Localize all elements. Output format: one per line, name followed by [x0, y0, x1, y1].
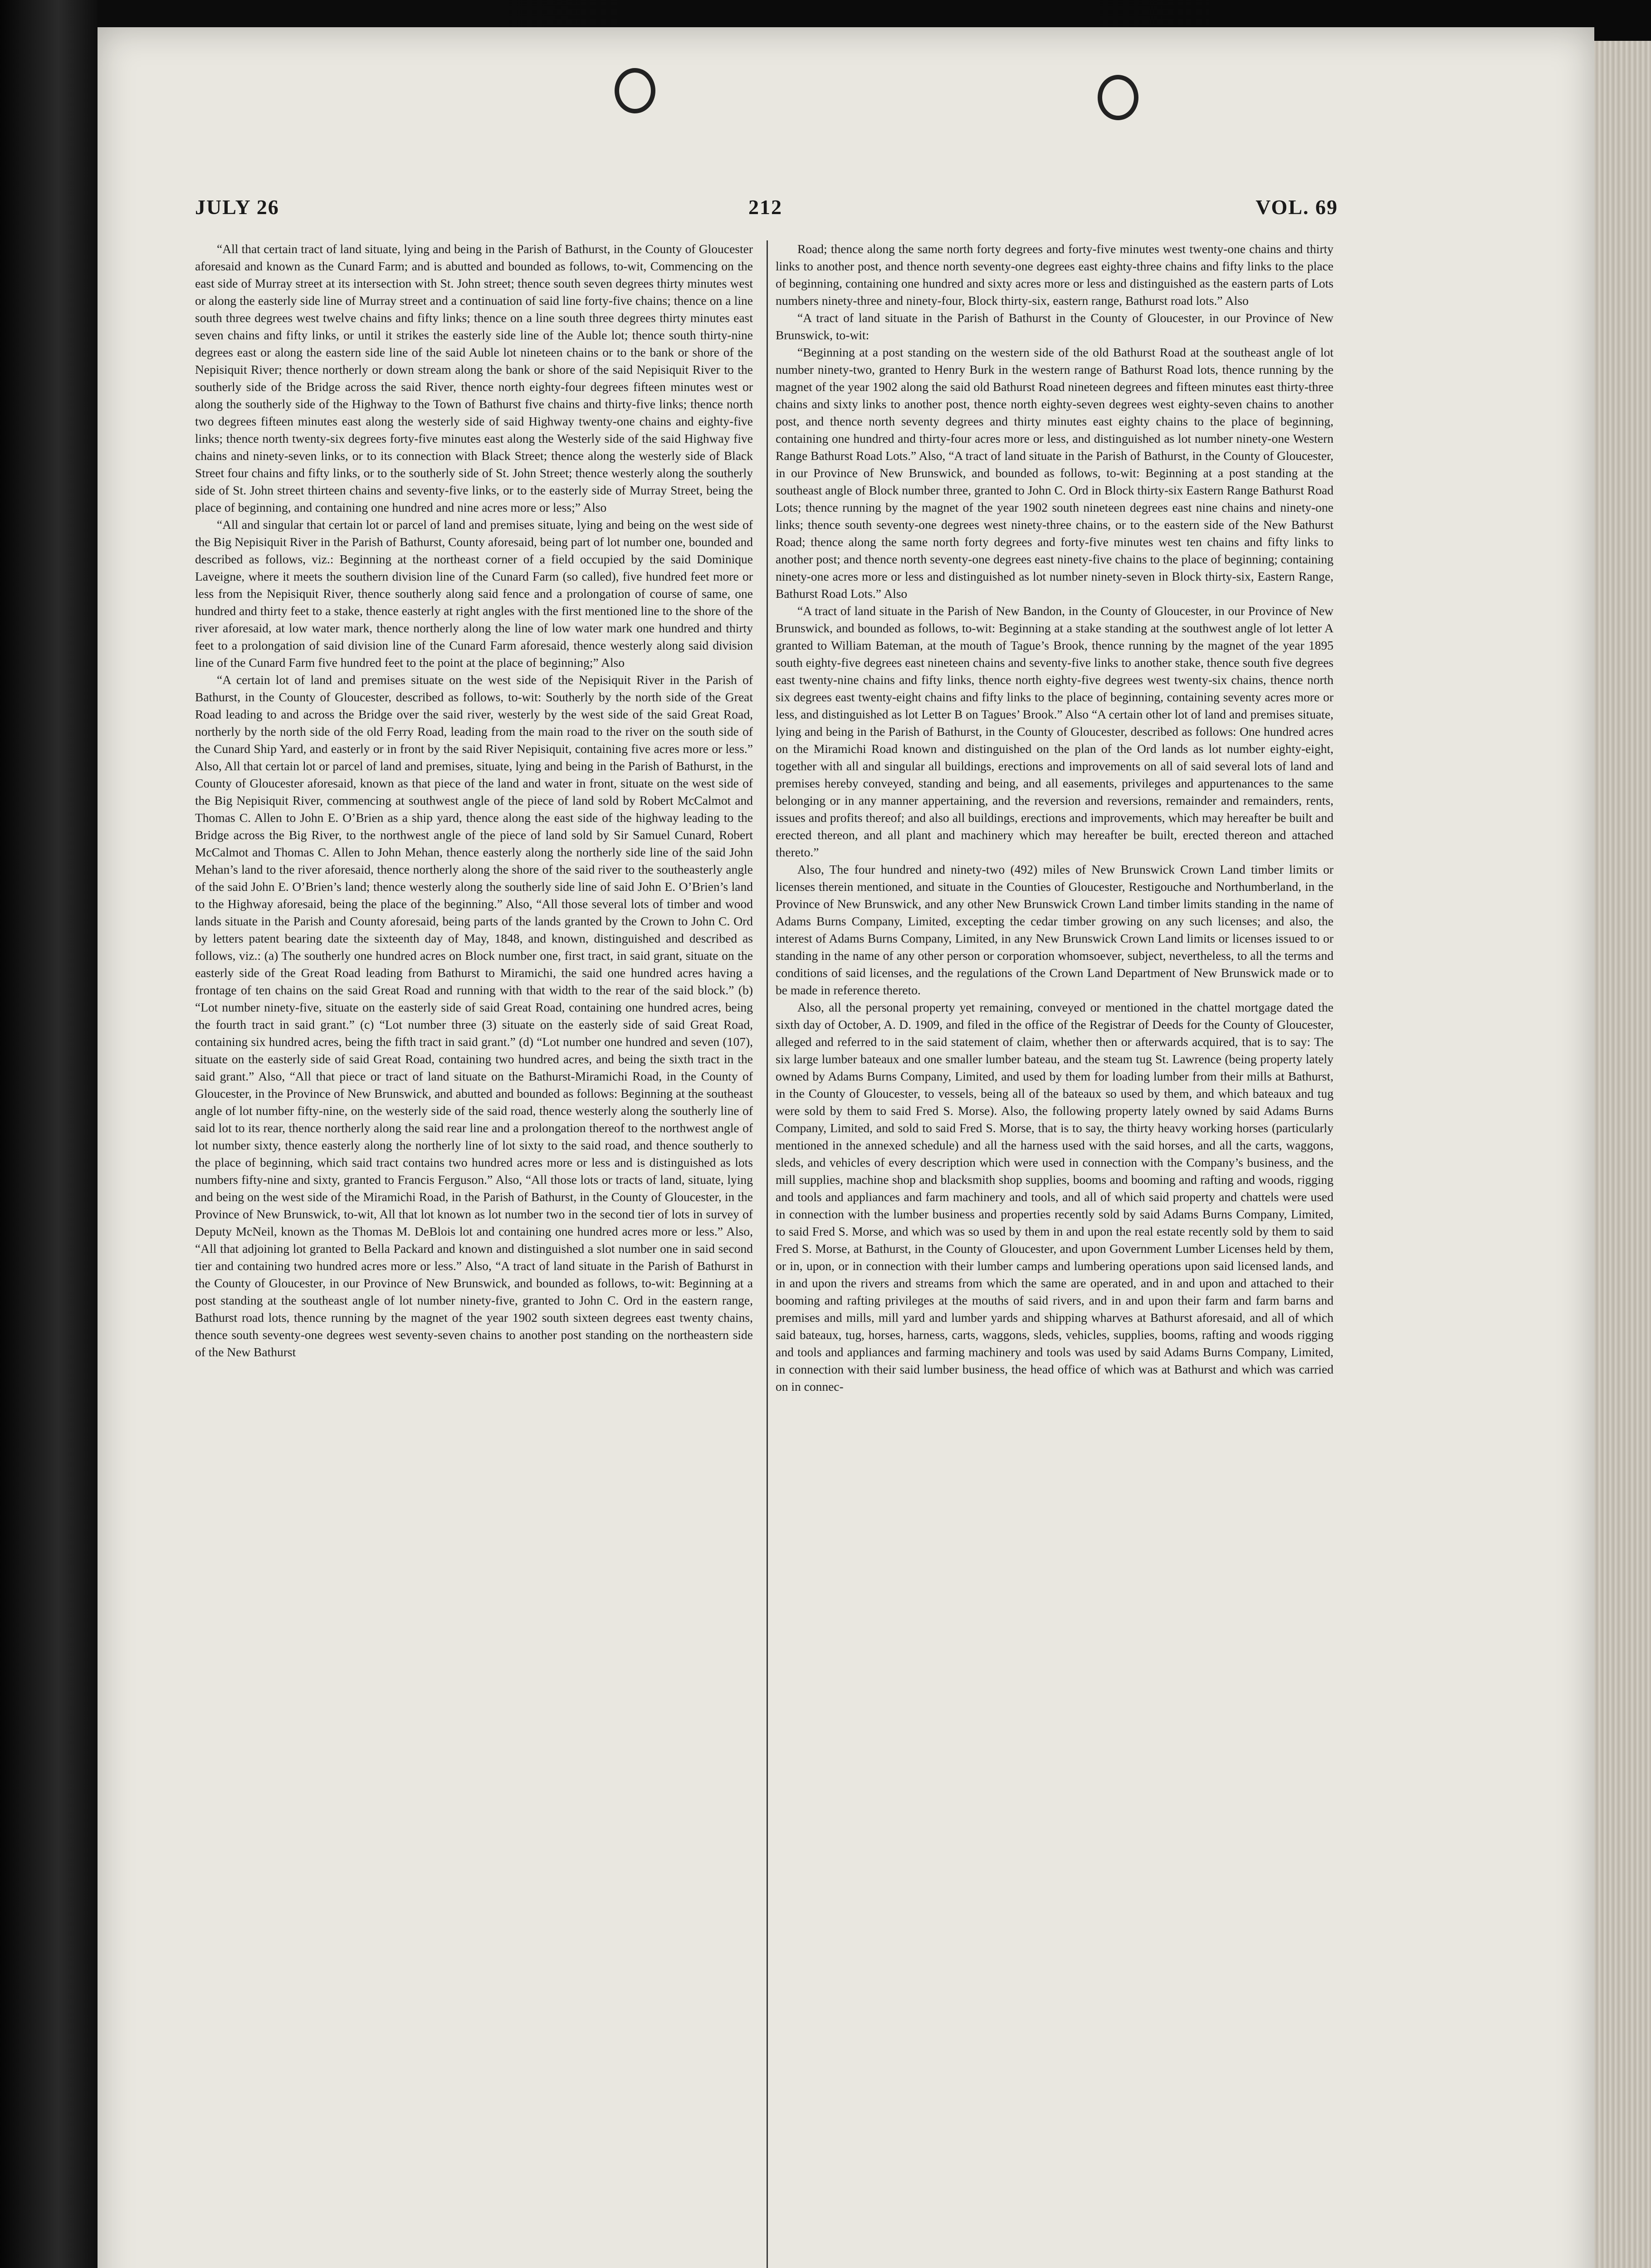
- paragraph: Road; thence along the same north forty degrees and forty-five minutes west twenty-one chains and thirty links to another post, and thence north seventy-one degrees east eighty-three chains and fifty links to the place of beginning, containing one hundred and sixty acres more or less and distinguished as the eastern parts of Lots numbers ninety-three and ninety-four, Block thirty-six, eastern range, Bathurst road lots.” Also: [776, 242, 1334, 308]
- left-text-column: [195, 240, 753, 2268]
- paragraph: “A tract of land situate in the Parish of New Bandon, in the County of Gloucester, in our Province of New Brunswick, and bounded as follows, to-wit: Beginning at a stake standing at the southwest angle of lot letter A granted to William Bateman, at the mouth of Tague’s Brook, thence running by the magnet of the year 1895 south eighty-five degrees east nineteen chains and seventy-five links to another stake, thence south five degrees east twenty-nine chains and fifty links, thence north eighty-five degrees west twenty-six chains, thence north six degrees east twenty-eight chains and fifty links to the place of beginning, containing seventy acres more or less, and distinguished as lot Letter B on Tagues’ Brook.” Also “A certain other lot of land and premises situate, lying and being in the Parish of Bathurst, in the County of Gloucester, described as follows: One hundred acres on the Miramichi Road known and distinguished on the plan of the Ord lands as lot number eighty-eight, together with all and singular all buildings, erections and improvements on all of said several lots of land and premises hereby conveyed, standing and being, and all easements, privileges and appurtenances to the same belonging or in any manner appertaining, and the reversion and reversions, remainder and remainders, rents, issues and profits thereof; and also all buildings, erections and improvements, which may hereafter be built and erected thereon, and all plant and machinery which may hereafter be built, erected thereon and attached thereto.”: [776, 604, 1334, 859]
- paragraph: Also, The four hundred and ninety-two (492) miles of New Brunswick Crown Land timber limits or licenses therein mentioned, and situate in the Counties of Gloucester, Restigouche and Northumberland, in the Province of New Brunswick, and any other New Brunswick Crown Land timber limits standing in the name of Adams Burns Company, Limited, excepting the cedar timber growing on any such licenses; and also, the interest of Adams Burns Company, Limited, in any New Brunswick Crown Land limits or licenses issued to or standing in the name of any other person or corporation whomsoever, subject, nevertheless, to all the terms and conditions of said licenses, and the regulations of the Crown Land Department of New Brunswick made or to be made in reference thereto.: [776, 862, 1334, 997]
- volume-label: VOL. 69: [1255, 196, 1338, 219]
- paragraph: “A tract of land situate in the Parish of Bathurst in the County of Gloucester, in our Province of New Brunswick, to-wit:: [776, 311, 1334, 342]
- book-binding: [0, 0, 98, 2268]
- paragraph: “All that certain tract of land situate, lying and being in the Parish of Bathurst, in the County of Gloucester aforesaid and known as the Cunard Farm; and is abutted and bounded as follows, to-wit, Commencing on the east side of Murray street at its intersection with St. John street; thence south seven degrees thirty minutes west or along the easterly side line of Murray street and a continuation of said line forty-five chains; thence on a line south three degrees west twelve chains and fifty links; thence on a line south three degrees thirty minutes east seven chains and fifty links, or until it strikes the easterly side line of the Auble lot; thence south thirty-nine degrees east or along the eastern side line of the said Auble lot nineteen chains or to the bank or shore of the Nepisiquit River; thence northerly or down stream along the bank or shore of the said Nepisiquit River to the southerly side of the Bridge across the said River, thence north eighty-four degrees fifteen minutes west or along the southerly side of the Highway to the Town of Bathurst five chains and thirty-five links; thence north two degrees fifteen minutes east along the westerly side of said Highway twenty-one chains and eighty-five links; thence north twenty-six degrees forty-five minutes east along the Westerly side of the said Highway five chains and ninety-seven links, or to its connection with Black Street; thence along the westerly side of Black Street four chains and fifty links, or to the southerly side of St. John Street; thence westerly along the southerly side of St. John street thirteen chains and seventy-five links, or to the easterly side of Murray Street, being the place of beginning, and containing one hundred and nine acres more or less;” Also: [195, 242, 753, 514]
- paragraph: Also, all the personal property yet remaining, conveyed or mentioned in the chattel mortgage dated the sixth day of October, A. D. 1909, and filed in the office of the Registrar of Deeds for the County of Gloucester, alleged and referred to in the said statement of claim, whether then or afterwards acquired, that is to say: The six large lumber bateaux and one smaller lumber bateau, and the steam tug St. Lawrence (being property lately owned by Adams Burns Company, Limited, and used by them for loading lumber from their mills at Bathurst, in the County of Gloucester, to vessels, being all of the bateaux so used by them, and which bateaux and tug were sold by them to said Fred S. Morse). Also, the following property lately owned by said Adams Burns Company, Limited, and sold to said Fred S. Morse, that is to say, the thirty heavy working horses (particularly mentioned in the annexed schedule) and all the harness used with the said horses, and all the carts, waggons, sleds, and vehicles of every description which were used in connection with the Company’s business, and the mill supplies, machine shop and blacksmith shop supplies, booms and booming and rafting and woods, rigging and tools and appliances and farm machinery and tools, and all of which said property and chattels were used in connection with the lumber business and properties recently sold by said Adams Burns Company, Limited, to said Fred S. Morse, and which was so used by them in and upon the real estate recently sold by them to said Fred S. Morse, at Bathurst, in the County of Gloucester, and upon Government Lumber Licenses held by them, or in, upon, or in connection with their lumber camps and lumbering operations upon said licensed lands, and in and upon the rivers and streams from which the same are operated, and in and upon and attached to their booming and rafting privileges at the mouths of said rivers, and in and upon their farm and farm barns and premises and mills, mill yard and lumber yards and shipping wharves at Bathurst aforesaid, and all of which said bateaux, tug, horses, harness, carts, waggons, sleds, vehicles, supplies, booms, rafting and woods rigging and tools and appliances and farming machinery and tools was used by said Adams Burns Company, Limited, in connection with their said lumber business, the head office of which was at Bathurst and which was carried on in connec-: [776, 1000, 1334, 1393]
- page-edges: [1594, 41, 1651, 2268]
- paragraph: “All and singular that certain lot or parcel of land and premises situate, lying and being on the west side of the Big Nepisiquit River in the Parish of Bathurst, County aforesaid, being part of lot number one, bounded and described as follows, viz.: Beginning at the northeast corner of a field occupied by the said Dominique Laveigne, where it meets the southern division line of the Cunard Farm (so called), five hundred feet more or less from the Nepisiquit River, thence southerly along said fence and a prolongation of course of same, one hundred and thirty feet to a stake, thence easterly at right angles with the first mentioned line to the shore of the river aforesaid, at low water mark, thence northerly along the line of low water mark one hundred and thirty feet to a prolongation of said division line of the Cunard Farm aforesaid, thence westerly along said division line of the Cunard Farm five hundred feet to the point at the place of beginning;” Also: [195, 518, 753, 670]
- page-header: [195, 195, 1338, 231]
- right-text-column: [776, 240, 1334, 2268]
- column-divider: [767, 240, 768, 2268]
- punch-hole-icon: [615, 68, 655, 113]
- paragraph: “A certain lot of land and premises situate on the west side of the Nepisiquit River in the Parish of Bathurst, in the County of Gloucester, described as follows, to-wit: Southerly by the north side of the Great Road leading to and across the Bridge over the said river, westerly by the west side of the said Great Road, northerly by the north side of the old Ferry Road, leading from the main road to the river on the south side of the Cunard Ship Yard, and easterly or in front by the said River Nepisiquit, containing five acres more or less.” Also, All that certain lot or parcel of land and premises, situate, lying and being in the Parish of Bathurst, in the County of Gloucester aforesaid, known as that piece of the land and water in front, situate on the west side of the Big Nepisiquit River, commencing at southwest angle of the piece of land sold by Robert McCalmot and Thomas C. Allen to John E. O’Brien as a ship yard, thence along the east side of the highway leading to the Bridge across the Big River, to the northwest angle of the piece of land sold by Sir Samuel Cunard, Robert McCalmot and Thomas C. Allen to John Mehan, thence easterly along the northerly side line of the said John Mehan’s land to the river aforesaid, thence northerly along the shore of the said river to the southeasterly angle of the said John E. O’Brien’s land; thence westerly along the southerly side line of said John E. O’Brien’s land to the Highway aforesaid, being the place of the beginning.” Also, “All those several lots of timber and wood lands situate in the Parish and County aforesaid, being parts of the lands granted by the Crown to John C. Ord by letters patent bearing date the sixteenth day of May, 1848, and known, distinguished and described as follows, viz.: (a) The southerly one hundred acres on Block number one, first tract, in said grant, situate on the easterly side of the Great Road leading from Bathurst to Miramichi, the said one hundred acres having a frontage of ten chains on the said Great Road and running with that width to the rear of the said block.” (b) “Lot number ninety-five, situate on the easterly side of said Great Road, containing one hundred acres, being the fourth tract in said grant.” (c) “Lot number three (3) situate on the easterly side of said Great Road, containing six hundred acres, being the fifth tract in said grant.” (d) “Lot number one hundred and seven (107), situate on the easterly side of said Great Road, containing two hundred acres, and being the sixth tract in the said grant.” Also, “All that piece or tract of land situate on the Bathurst-Miramichi Road, in the County of Gloucester, in the Province of New Brunswick, and abutted and bounded as follows: Beginning at the southeast angle of lot number fifty-nine, on the westerly side of the said road, thence westerly along the southerly line of said lot to its rear, thence northerly along the said rear line and a prolongation thereof to the northwest angle of lot number sixty, thence easterly along the northerly line of lot sixty to the said road, and thence southerly to the place of beginning, which said tract contains two hundred acres more or less and is distinguished as lots numbers fifty-nine and sixty, granted to Francis Ferguson.” Also, “All those lots or tracts of land, situate, lying and being on the west side of the Miramichi Road, in the Parish of Bathurst, in the County of Gloucester, in the Province of New Brunswick, to-wit, All that lot known as lot number two in the second tier of lots in survey of Deputy McNeil, known as the Thomas M. DeBlois lot and containing one hundred acres more or less.” Also, “All that adjoining lot granted to Bella Packard and known and distinguished a slot number one in said second tier and containing two hundred acres more or less.” Also, “A tract of land situate in the Parish of Bathurst in the County of Gloucester, in our Province of New Brunswick, and bounded as follows, to-wit: Beginning at a post standing at the southeast angle of lot number ninety-five, granted to John C. Ord in the eastern range, Bathurst road lots, thence running by the magnet of the year 1902 south sixteen degrees east twenty chains, thence south seventy-one degrees west seventy-seven chains to another post standing on the northeastern side of the New Bathurst: [195, 673, 753, 1359]
- header-date: JULY 26: [195, 196, 279, 219]
- punch-hole-icon: [1098, 75, 1138, 120]
- page-number: 212: [748, 196, 782, 219]
- paragraph: “Beginning at a post standing on the western side of the old Bathurst Road at the southeast angle of lot number ninety-two, granted to Henry Burk in the western range of Bathurst Road lots, thence running by the magnet of the year 1902 along the said old Bathurst Road nineteen degrees and fifteen minutes east thirty-three chains and sixty links to another post, thence north eighty-seven degrees west eighty-seven chains to another post, and thence north seventy degrees and thirty minutes east eighty chains to the place of beginning, containing one hundred and thirty-four acres more or less, and distinguished as lot number ninety-one Western Range Bathurst Road Lots.” Also, “A tract of land situate in the Parish of Bathurst, in the County of Gloucester, in our Province of New Brunswick, and bounded as follows, to-wit: Beginning at a post standing at the southeast angle of Block number three, granted to John C. Ord in Block thirty-six Eastern Range Bathurst Road Lots; thence running by the magnet of the year 1902 south nineteen degrees east nine chains and ninety-one links; thence south seventy-one degrees west ninety-three chains, or to the eastern side of the New Bathurst Road; thence along the same north forty degrees and forty-five minutes west ten chains and fifty links to another post; and thence north seventy-one degrees east ninety-five chains to the place of beginning; containing ninety-one acres more or less and distinguished as lot number ninety-seven in Block thirty-six, Eastern Range, Bathurst Road Lots.” Also: [776, 345, 1334, 601]
